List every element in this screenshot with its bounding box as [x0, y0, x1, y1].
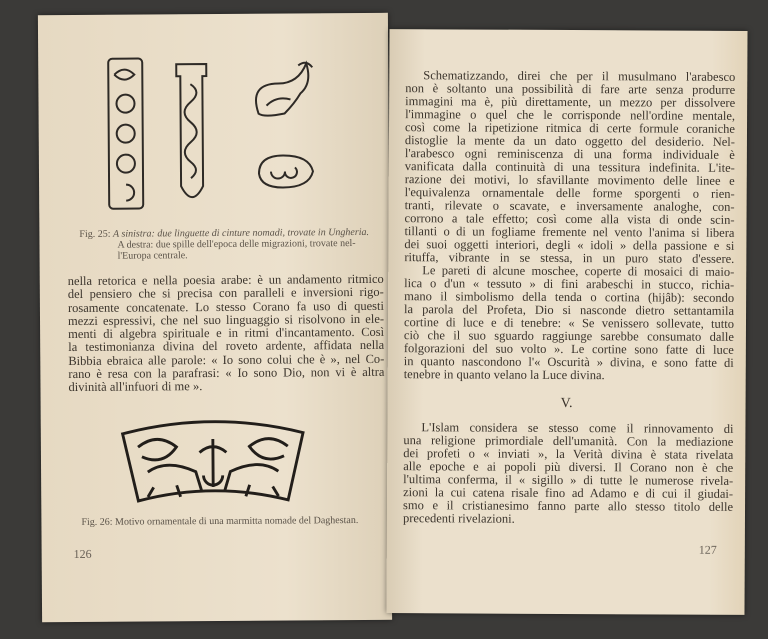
text-line: precedenti rivelazioni.: [402, 511, 515, 526]
right-body-text: [404, 69, 736, 383]
text-line: la testimonianza divina del roveto ardente, affidata nella: [68, 338, 385, 355]
text-line: l'immagine o quel che le corrisponde nell'ordine mentale,: [405, 107, 736, 123]
text-line: folgorazioni del suo volto ». Le cortine sono fatte di luce: [403, 341, 734, 357]
text-line: L'Islam considera se stesso come il rinnovamento di: [421, 420, 734, 436]
text-line: tenebre in quanto velano la Luce divina.: [403, 367, 605, 383]
page-number: 127: [698, 542, 717, 557]
text-line: l'arabesco ogni reminiscenza di una forma individuale è: [404, 146, 735, 162]
text-line: l'equivalenza ornamentale delle forme sporgenti o rien-: [404, 185, 735, 201]
figure-26-caption: Fig. 26: Motivo ornamentale di una marmitta nomade del Daghestan.: [81, 515, 359, 528]
text-line: immagini ma è, più direttamente, un mezzo per dissolvere: [405, 94, 736, 110]
text-line: una religione primordiale dell'umanità. Con la mediazione: [403, 433, 734, 449]
text-line: così come la ripetizione ritmica di certe formule coraniche: [404, 120, 736, 136]
text-line: l'ultima conferma, il « sigillo » di tutte le numerose rivela-: [403, 472, 734, 488]
text-line: non è soltanto una possibilità di fare arte senza produrre: [405, 81, 736, 97]
caption-line: A destra: due spille dell'epoca delle migrazioni, trovate nel-: [117, 238, 356, 251]
figure-25-label: Fig. 25:: [79, 228, 111, 240]
text-line: in quanto nascondono l'« Oscurità » divina, e sono fatte di: [403, 354, 734, 370]
caption-line: A sinistra: due linguette di cinture nomadi, trovate in Ungheria.: [113, 226, 370, 240]
text-line: rano è resa con la parafrasi: « Io sono Dio, non vi è altra: [68, 364, 385, 382]
text-line: zioni la cui catena risale fino ad Adamo e di cui il giudai-: [403, 485, 734, 501]
text-line: divinità all'infuori di me ».: [68, 379, 203, 395]
text-line: tranti, rilevate o scavate, e inversamente analoghe, con-: [404, 198, 735, 214]
text-line: tillanti o di un fogliame fremente nel vento l'anima si libera: [404, 224, 735, 240]
text-line: distoglie la mente da un dato oggetto del desiderio. Nel-: [404, 133, 735, 149]
text-line: Le pareti di alcune moschee, coperte di mosaici di maio-: [422, 263, 735, 279]
text-line: corrono a tale effetto; così come alla vista di onde scin-: [404, 211, 735, 227]
figure-26-illustration: [115, 413, 312, 510]
text-line: Schematizzando, direi che per il musulmano l'arabesco: [423, 68, 736, 84]
text-line: ciò che il suo sguardo raggiunge sarebbe consumato dalle: [403, 328, 734, 344]
text-line: menti di algebra spirituale e in ritmi d'incantamento. Così: [68, 325, 385, 342]
caption-line: l'Europa centrale.: [117, 250, 188, 262]
text-line: dei profeti o « inviati », la Verità divina è stata rivelata: [403, 446, 734, 462]
text-line: mano il simbolismo della tenda o cortina (hijâb): secondo: [404, 289, 735, 305]
text-line: la parola del Profeta, Dio si nasconde dietro settantamila: [404, 302, 735, 318]
text-line: lica o d'un « tessuto » di fini arabeschi in stucco, richia-: [404, 276, 735, 292]
text-line: del pensiero che si precisa con paralleli e inversioni rigo-: [67, 285, 384, 302]
figure-25-caption: [79, 227, 379, 262]
text-line: vanificata dalla continuità di una tessitura indefinita. L'ite-: [404, 159, 735, 175]
right-page: [386, 29, 747, 615]
text-line: Bibbia ebraica alle parole: « Io sono colui che è », nel Co-: [68, 351, 385, 368]
text-line: razione dei motivi, lo sfavillante movimento delle linee e: [404, 172, 735, 188]
text-line: smo e il cristianesimo fanno parte allo stesso titolo delle: [403, 498, 734, 514]
text-line: nella retorica e nella poesia arabe: è un andamento ritmico: [67, 271, 384, 289]
text-line: alle epoche e ai popoli più diversi. Il Corano non è che: [403, 459, 734, 475]
text-line: dei suoi oggetti interiori, degli « idoli » della passione e si: [404, 237, 735, 253]
page-number: 126: [73, 546, 92, 561]
text-line: rosamente concatenate. Lo stesso Corano fa uso di questi: [67, 298, 384, 315]
left-body-text: [68, 273, 385, 395]
left-page: [38, 13, 392, 622]
section-heading: V.: [560, 395, 573, 412]
text-line: rituffa, vibrante in se stessa, in un puro stato d'essere.: [404, 250, 735, 266]
text-line: mezzi espressivi, che nel suo linguaggio si risolvono in ele-: [67, 311, 385, 328]
figure-25-illustration: [98, 53, 339, 225]
right-body-text-section-v: [403, 421, 734, 527]
text-line: cortine di luce e di tenebre: « Se venissero sollevate, tutto: [403, 315, 735, 331]
